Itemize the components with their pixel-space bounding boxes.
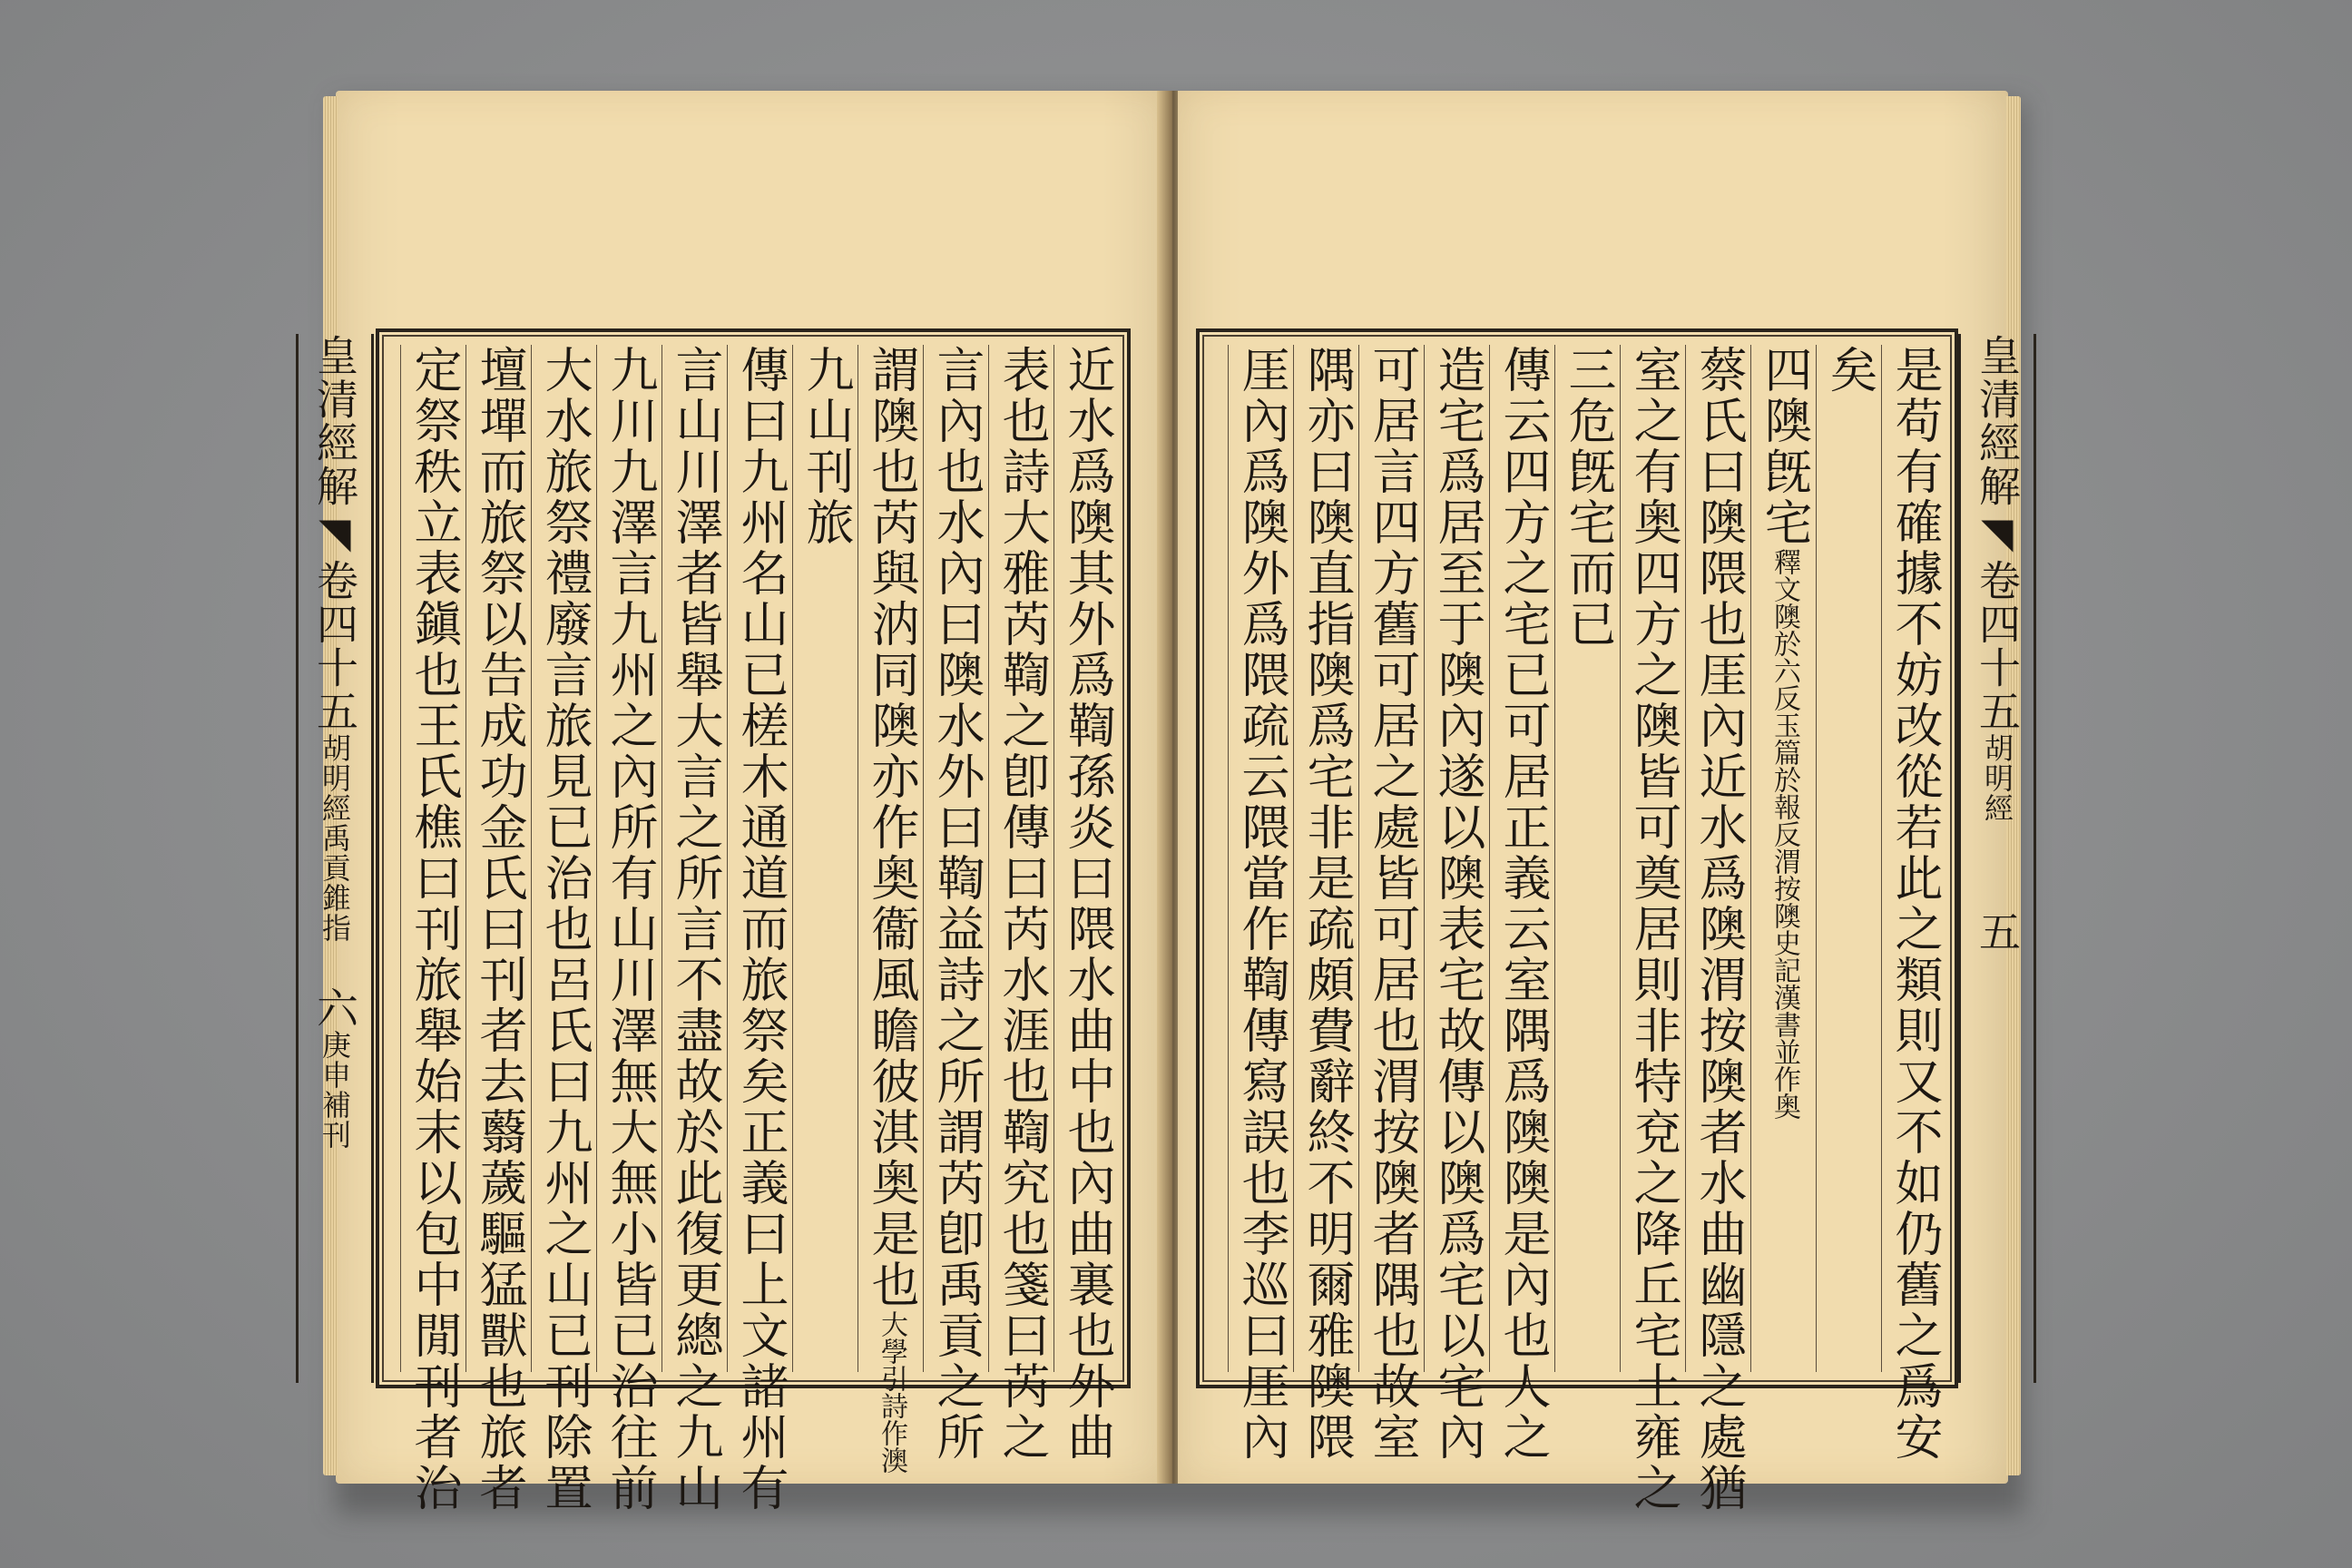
right-banxin-title: 皇清經解 <box>1973 334 2022 508</box>
left-banxin-title: 皇清經解 <box>310 334 359 508</box>
left-text-frame <box>310 328 1131 1514</box>
right-text-frame <box>1196 328 2022 1514</box>
left-text-column-4-note: 大學引詩作澳 <box>876 1310 907 1474</box>
left-page <box>310 91 1169 1514</box>
left-text-column-10: 壇墠而旅祭以告成功金氏曰刊者去蘙薉驅猛獸也旅者 <box>466 345 532 1372</box>
right-text-column-9: 可居言四方舊可居之處皆可居也渭按隩者隅也故室 <box>1358 345 1425 1372</box>
left-text-column-5-heading: 九山刊旅 <box>792 345 858 1372</box>
right-text-column-11: 厓內爲隩外爲隈疏云隈當作鞫傳寫誤也李巡曰厓內 <box>1228 345 1294 1372</box>
right-text-column-10: 隅亦曰隩直指隩爲宅非是疏頗費辭終不明爾雅隩隈 <box>1293 345 1359 1372</box>
right-banxin-volume: 卷四十五 <box>1973 559 2022 733</box>
right-text-column-6: 三危旣宅而已 <box>1554 345 1621 1372</box>
left-banxin <box>296 334 374 1383</box>
right-banxin <box>1958 334 2036 1383</box>
left-text-column-11: 定祭秩立表鎭也王氏樵曰刊旅舉始末以包中閒刊者治 <box>400 345 466 1372</box>
left-text-column-4-main: 謂隩也芮與汭同隩亦作奥衞風瞻彼淇奥是也 <box>864 345 919 1310</box>
right-page <box>1178 91 2022 1514</box>
left-text-column-3: 言內也水內曰隩水外曰鞫益詩之所謂芮卽禹貢之所 <box>923 345 989 1372</box>
right-text-column-4: 蔡氏曰隩隈也厓內近水爲隩渭按隩者水曲幽隱之處猶 <box>1685 345 1751 1372</box>
right-text-column-7: 傳云四方之宅已可居正義云室隅爲隩隩是內也人之 <box>1489 345 1555 1372</box>
left-text-column-2: 表也詩大雅芮鞫之卽傳曰芮水涯也鞫究也箋曰芮之 <box>988 345 1054 1372</box>
right-text-column-2: 矣 <box>1816 345 1882 1372</box>
left-text-column-8: 九川九澤言九州之內所有山川澤無大無小皆已治往前 <box>596 345 662 1372</box>
right-text-column-3-heading: 四隩旣宅 <box>1757 345 1812 548</box>
left-text-column-6: 傳曰九州名山已槎木通道而旅祭矣正義曰上文諸州有 <box>727 345 793 1372</box>
left-banxin-work: 胡明經禹貢錐指 <box>318 733 352 943</box>
right-text-column-5: 室之有奥四方之隩皆可奠居則非特兗之降丘宅土雍之 <box>1620 345 1686 1372</box>
left-text-column-1: 近水爲隩其外爲鞫孫炎曰隈水曲中也內曲裏也外曲 <box>1054 345 1120 1372</box>
left-text-column-9: 大水旅祭禮廢言旅見已治也呂氏曰九州之山已刊除置 <box>531 345 597 1372</box>
left-banxin-volume: 卷四十五 <box>310 559 359 733</box>
left-text-column-4 <box>858 345 924 1474</box>
fish-tail-mark-icon: ◥ <box>310 508 359 559</box>
right-text-column-3 <box>1750 345 1817 1372</box>
right-text-column-1: 是苟有確據不妨改從若此之類則又不如仍舊之爲安 <box>1881 345 1947 1372</box>
fish-tail-mark-icon: ◥ <box>1973 508 2022 559</box>
right-banxin-folio: 五 <box>1973 910 2022 954</box>
right-text-column-8: 造宅爲居至于隩內遂以隩表宅故傳以隩爲宅以宅內 <box>1424 345 1490 1372</box>
open-book <box>310 91 2022 1514</box>
right-text-column-3-note: 釋文隩於六反玉篇於報反渭按隩史記漢書並作奥 <box>1769 548 1800 1120</box>
left-banxin-folio: 六 <box>310 986 359 1030</box>
left-text-column-7: 言山川澤者皆舉大言之所言不盡故於此復更總之九山 <box>662 345 728 1372</box>
right-banxin-work: 胡明經 <box>1980 733 2014 823</box>
left-banxin-note: 庚申補刊 <box>318 1030 352 1150</box>
